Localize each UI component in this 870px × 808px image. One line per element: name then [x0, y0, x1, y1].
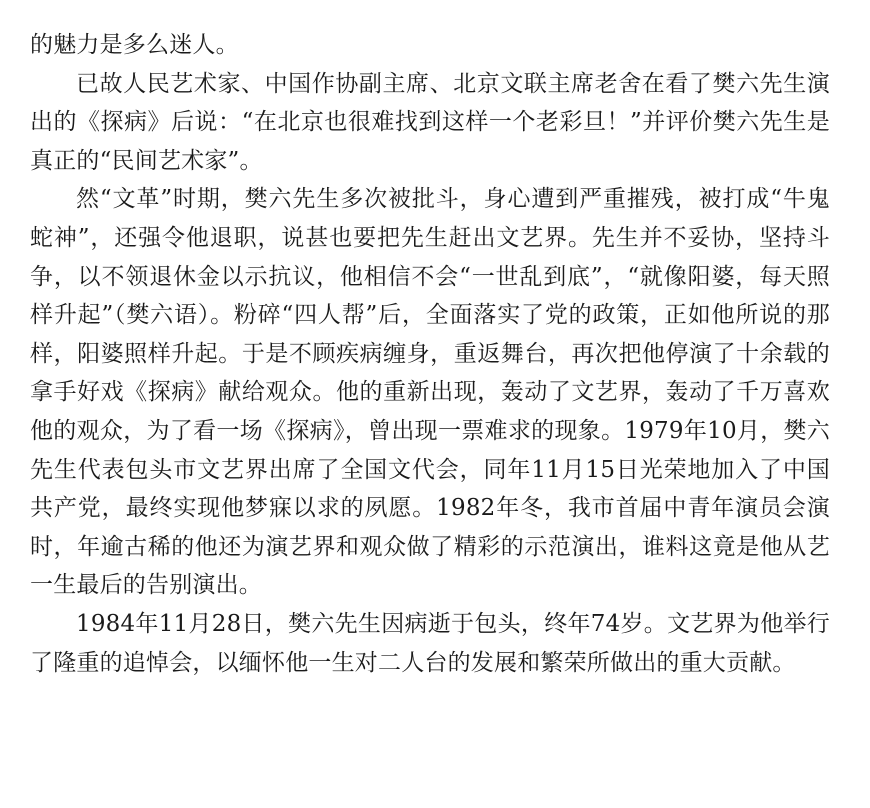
paragraph-cultural-revolution: 然“文革”时期，樊六先生多次被批斗，身心遭到严重摧残，被打成“牛鬼蛇神”，还强令他退职，说甚也要把先生赶出文艺界。先生并不妥协，坚持斗争，以不领退休金以示抗议，他相信不会“一世乱到底”，“就像阳婆，每天照样升起”（樊六语）。粉碎“四人帮”后，全面落实了党的政策，正如他所说的那样，阳婆照样升起。于是不顾疾病缠身，重返舞台，再次把他停演了十余载的拿手好戏《探病》献给观众。他的重新出现，轰动了文艺界，轰动了千万喜欢他的观众，为了看一场《探病》，曾出现一票难求的现象。1979年10月，樊六先生代表包头市文艺界出席了全国文代会，同年11月15日光荣地加入了中国共产党，最终实现他梦寐以求的夙愿。1982年冬，我市首届中青年演员会演时，年逾古稀的他还为演艺界和观众做了精彩的示范演出，谁料这竟是他从艺一生最后的告别演出。 [30, 186, 830, 599]
paragraph-continuation: 的魅力是多么迷人。 [30, 32, 239, 58]
paragraph-death-memorial: 1984年11月28日，樊六先生因病逝于包头，终年74岁。文艺界为他举行了隆重的追悼会，以缅怀他一生对二人台的发展和繁荣所做出的重大贡献。 [30, 610, 830, 676]
paragraph-laoshe-praise: 已故人民艺术家、中国作协副主席、北京文联主席老舍在看了樊六先生演出的《探病》后说：“在北京也很难找到这样一个老彩旦！”并评价樊六先生是真正的“民间艺术家”。 [30, 70, 830, 174]
